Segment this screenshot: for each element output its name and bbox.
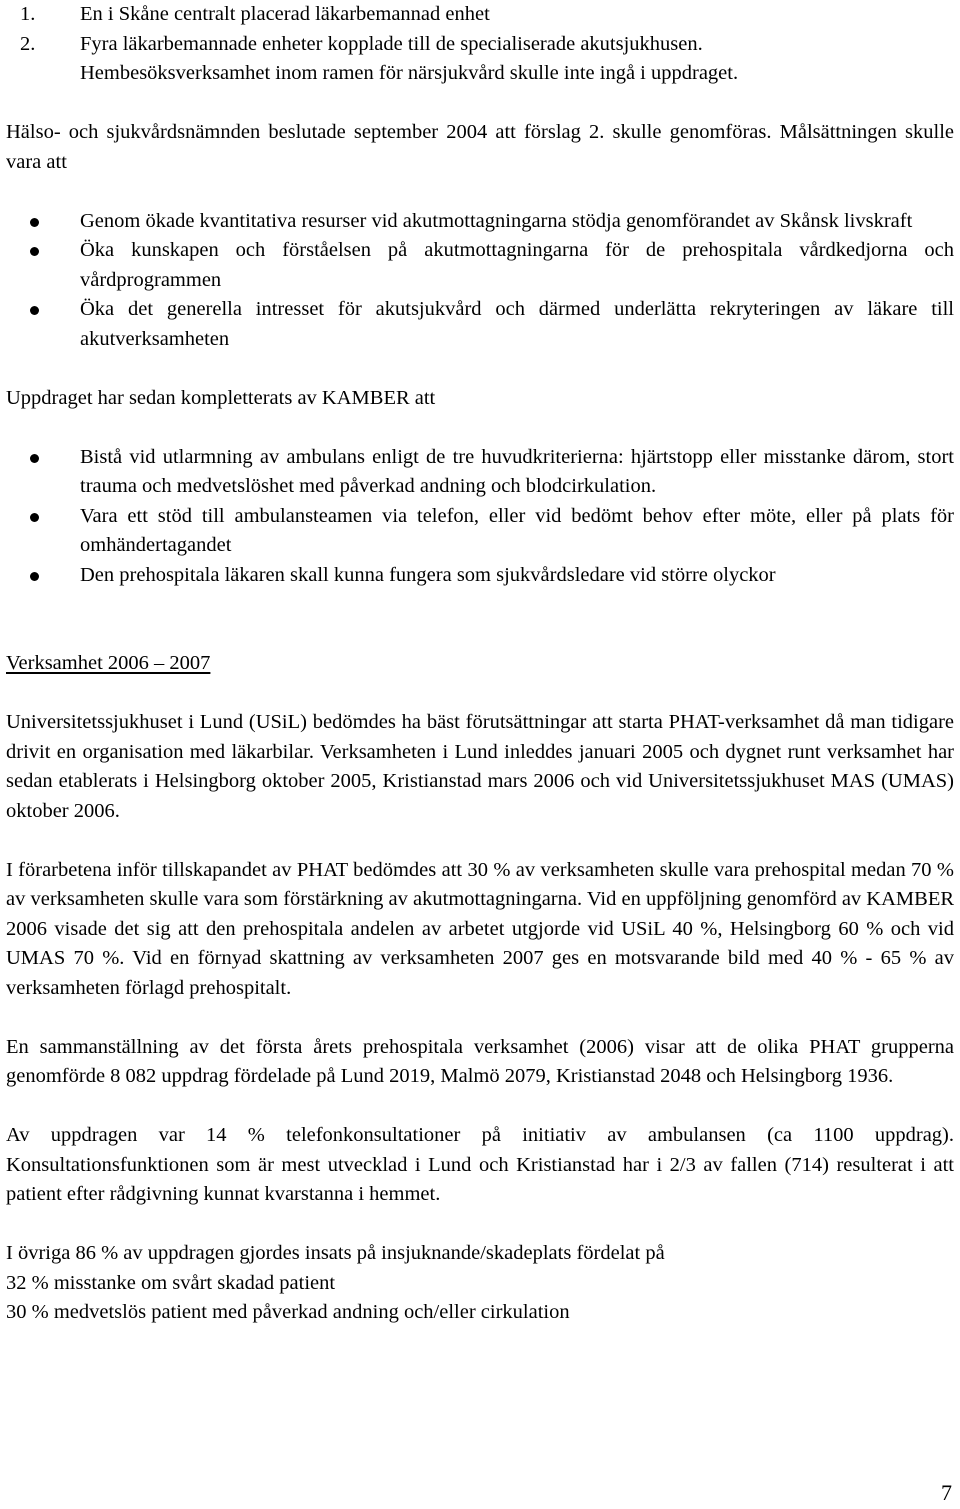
list-item [6,236,954,295]
bullet-icon [6,502,80,561]
paragraph-sammanstallning: En sammanställning av det första årets prehospitala verksamhet (2006) visar att de olika PHAT grupperna genomförde 8 082 uppdrag fördelade på Lund 2019, Malmö 2079, Kristianstad 2048 och Helsingborg 1936. [6,1035,954,1087]
list-item-text: Den prehospitala läkaren skall kunna fungera som sjukvårdsledare vid större olyckor [80,563,776,586]
list-item-text: Öka kunskapen och förståelsen på akutmottagningarna för de prehospitala vårdkedjorna och vårdprogrammen [80,239,954,291]
list-item [6,295,954,354]
list-item [6,502,954,561]
paragraph-forarbete: I förarbetena inför tillskapandet av PHAT bedömdes att 30 % av verksamheten skulle vara prehospital medan 70 % av verksamheten skulle vara som förstärkning av akutmottagningarna. Vid en uppföljning genomförd av KAMBER 2006 visade det sig att den prehospitala andelen av arbetet utgjorde vid USiL 40 %, Helsingborg 60 % och vid UMAS 70 %. Vid en förnyad skattning av verksamheten 2007 ges en motsvarande bild med 40 % - 65 % av verksamheten förlagd prehospitalt. [6,858,955,999]
kamber-list [6,443,954,591]
item-number: 2. [20,32,36,55]
paragraph-decision: Hälso- och sjukvårdsnämnden beslutade september 2004 att förslag 2. skulle genomföras. Målsättningen skulle vara att [6,121,954,173]
section-heading: Verksamhet 2006 – 2007 [6,652,211,674]
item-text: En i Skåne centralt placerad läkarbemannad enhet [80,3,490,25]
paragraph-telefon: Av uppdragen var 14 % telefonkonsultationer på initiativ av ambulansen (ca 1100 uppdrag). Konsultationsfunktionen som är mest utvecklad i Lund och Kristianstad har i 2/3 av fallen (714) resulterat i att patient efter rådgivning kunnat kvarstanna i hemmet. [6,1124,954,1205]
list-item [6,443,954,502]
final-line: 30 % medvetslös patient med påverkad andning och/eller cirkulation [6,1301,570,1323]
numbered-item [6,30,954,60]
list-item [6,207,954,237]
item-text: Fyra läkarbemannade enheter kopplade till de specialiserade akutsjukhusen. [80,32,703,55]
bullet-icon [6,561,80,591]
bullet-icon [6,443,80,502]
paragraph-kamber: Uppdraget har sedan kompletterats av KAMBER att [6,386,436,409]
final-line: 32 % misstanke om svårt skadad patient [6,1271,336,1294]
final-line: I övriga 86 % av uppdragen gjordes insats på insjuknande/skadeplats fördelat på [6,1242,665,1264]
goals-list [6,207,954,355]
page-number: 7 [941,1479,952,1505]
document-page [6,0,954,1328]
list-item-text: Genom ökade kvantitativa resurser vid akutmottagningarna stödja genomförandet av Skånsk livskraft [80,209,913,232]
bullet-icon [6,236,80,295]
list-item-text: Öka det generella intresset för akutsjukvård och därmed underlätta rekryteringen av läkare till akutverksamheten [80,298,954,350]
item-number: 1. [20,3,36,25]
numbered-list [6,0,954,59]
bullet-icon [6,207,80,237]
numbered-item [6,0,954,30]
list-item [6,561,954,591]
list-item-text: Vara ett stöd till ambulansteamen via telefon, eller vid bedömt behov efter möte, eller på plats för omhändertagandet [80,504,954,556]
bullet-icon [6,295,80,354]
paragraph-usil: Universitetssjukhuset i Lund (USiL) bedömdes ha bäst förutsättningar att starta PHAT-verksamhet då man tidigare drivit en organisation med läkarbilar. Verksamheten i Lund inleddes januari 2005 och dygnet runt verksamhet har sedan etablerats i Helsingborg oktober 2005, Kristianstad mars 2006 och vid Universitetssjukhuset MAS (UMAS) oktober 2006. [6,711,954,822]
numbered-continuation: Hembesöksverksamhet inom ramen för närsjukvård skulle inte ingå i uppdraget. [80,62,739,84]
list-item-text: Bistå vid utlarmning av ambulans enligt de tre huvudkriterierna: hjärtstopp eller misstanke därom, stort trauma och medvetslöshet med påverkad andning och blodcirkulation. [80,445,954,497]
